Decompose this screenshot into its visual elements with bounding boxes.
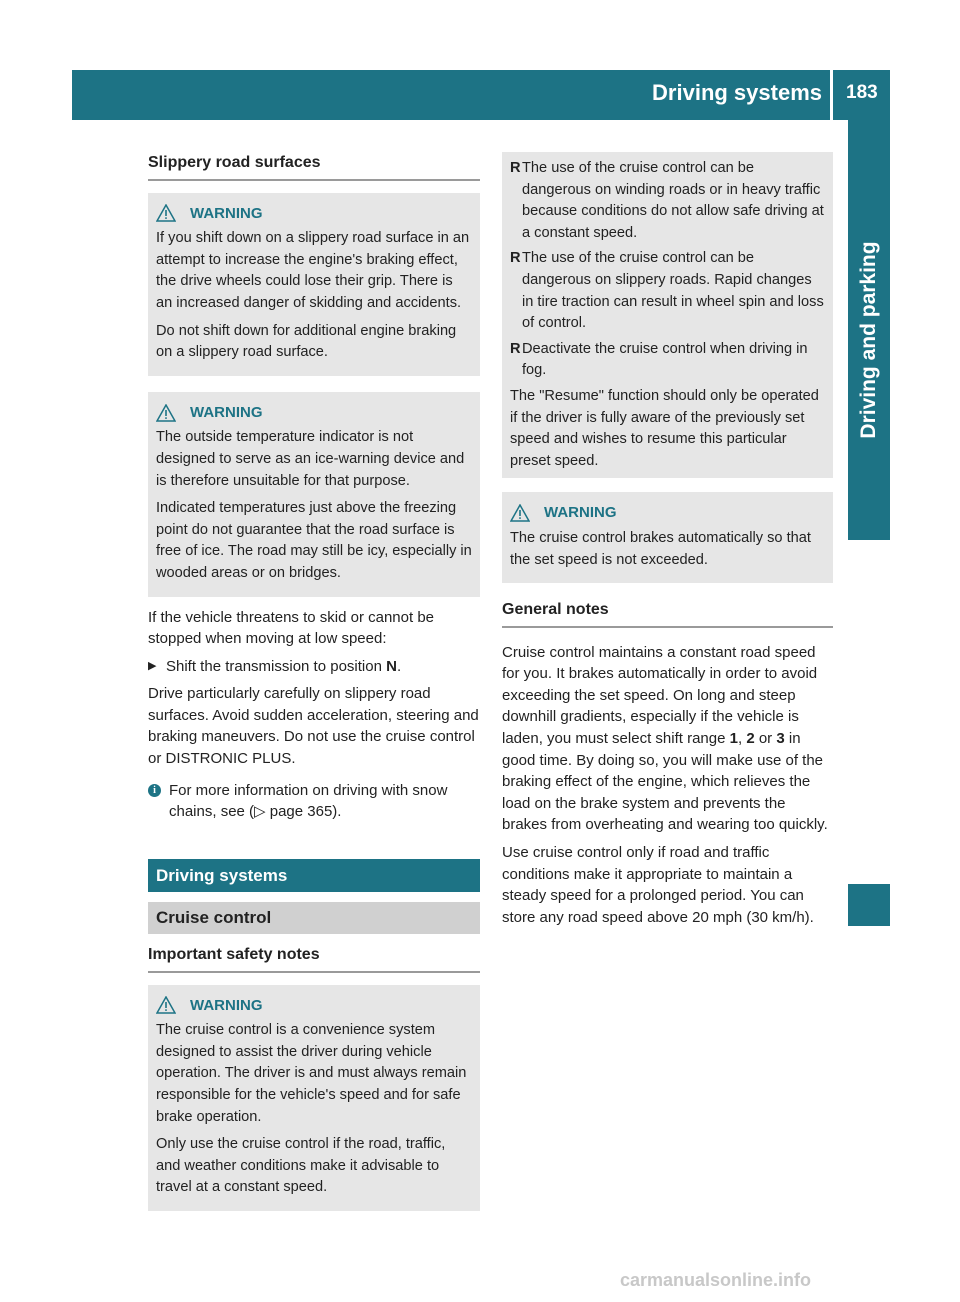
heading-general-notes: General notes — [502, 599, 833, 628]
para-text: in good time. By doing so, you will make use of the braking effect of the engine, which relieves the load on the brake system and prevents the brakes from overheating and wearing too quickly. — [502, 730, 828, 834]
gear-position-key: N — [386, 657, 397, 675]
warning-text: If you shift down on a slippery road surface in an attempt to increase the engine's braking effect, the drive wheels could lose their grip. There is an increased danger of skidding and accidents. — [156, 230, 470, 311]
shift-range-key: 2 — [746, 730, 755, 748]
bullet-text: The use of the cruise control can be dangerous on slippery roads. Rapid changes in tire traction can result in wheel spin and loss of control. — [522, 250, 824, 332]
heading-slippery-road: Slippery road surfaces — [148, 152, 480, 181]
warning-text: Only use the cruise control if the road, traffic, and weather conditions make it advisable to travel at a constant speed. — [156, 1136, 446, 1196]
step-text — [166, 656, 401, 678]
warning-triangle-icon — [156, 996, 176, 1014]
warning-label: WARNING — [190, 996, 263, 1014]
para-text: Cruise control maintains a constant road speed for you. It brakes automatically in order to avoid exceeding the set speed. On long and steep downhill gradients, especially if the vehicle is laden, you must select shift range — [502, 643, 818, 748]
warning-triangle-icon — [156, 204, 176, 222]
warning-triangle-icon — [510, 504, 530, 522]
body-paragraph: Use cruise control only if road and traffic conditions make it appropriate to maintain a steady speed for a prolonged period. You can store any road speed above 20 mph (30 km/h). — [502, 844, 814, 926]
warning-header — [156, 203, 472, 225]
warning-continuation-box — [502, 152, 833, 478]
shift-range-key: 1 — [729, 730, 738, 748]
warning-header — [156, 402, 472, 424]
step-text-prefix: Shift the transmission to position — [166, 657, 387, 675]
warning-box — [148, 392, 480, 597]
warning-text: The cruise control brakes automatically so that the set speed is not exceeded. — [510, 529, 811, 568]
subsection-title-cruise-control: Cruise control — [148, 902, 480, 934]
warning-box — [148, 193, 480, 376]
body-paragraph — [502, 642, 833, 836]
warning-header — [156, 995, 472, 1017]
side-tab-label-wrap — [849, 200, 889, 480]
warning-box — [148, 985, 480, 1211]
para-text: or — [754, 730, 777, 748]
step-arrow-icon: ▶ — [148, 659, 157, 672]
warning-label: WARNING — [544, 504, 617, 522]
warning-label: WARNING — [190, 403, 263, 421]
warning-text: The outside temperature indicator is not designed to serve as an ice-warning device and is therefore unsuitable for that purpose. — [156, 429, 465, 489]
warning-box — [502, 492, 833, 583]
info-icon: i — [148, 784, 161, 797]
warning-text: Indicated temperatures just above the freezing point do not guarantee that the road surface is free of ice. The road may still be icy, especially in wooded areas or on bridges. — [156, 500, 472, 581]
warning-header — [510, 502, 825, 524]
bullet-marker: R — [510, 160, 521, 176]
running-header-title: Driving systems — [652, 80, 822, 105]
left-column — [148, 152, 480, 1211]
bullet-item — [510, 339, 827, 382]
warning-text: Do not shift down for additional engine braking on a slippery road surface. — [156, 322, 457, 361]
para-text: , — [737, 730, 747, 748]
body-paragraph: If the vehicle threatens to skid or cannot be stopped when moving at low speed: — [148, 608, 435, 648]
right-column — [502, 152, 833, 928]
warning-triangle-icon — [156, 404, 176, 422]
watermark: carmanualsonline.info — [620, 1270, 812, 1290]
side-tab-label: Driving and parking — [857, 241, 880, 439]
instruction-step — [148, 656, 480, 678]
page-number: 183 — [846, 82, 878, 103]
header-divider — [830, 70, 833, 120]
warning-label: WARNING — [190, 204, 263, 222]
side-tab-square — [848, 884, 890, 926]
warning-text: The cruise control is a convenience system designed to assist the driver during vehicle operation. The driver is and must always remain responsible for the vehicle's speed and for safe brake operation. — [156, 1022, 467, 1125]
body-paragraph: Drive particularly carefully on slippery road surfaces. Avoid sudden acceleration, steering and braking maneuvers. Do not use the cruise control or DISTRONIC PLUS. — [148, 685, 479, 768]
bullet-item — [510, 248, 827, 334]
resume-note: The "Resume" function should only be operated if the driver is fully aware of the previously set speed and wishes to resume this particular preset speed. — [510, 387, 819, 469]
step-text-suffix: . — [396, 657, 402, 675]
info-note — [148, 780, 480, 823]
bullet-text: Deactivate the cruise control when driving in fog. — [522, 340, 808, 379]
info-text: For more information on driving with snow chains, see (▷ page 365). — [169, 781, 448, 821]
section-title-driving-systems: Driving systems — [148, 859, 480, 893]
bullet-marker: R — [510, 340, 521, 357]
bullet-marker: R — [510, 250, 521, 267]
bullet-item — [510, 158, 827, 244]
shift-range-key: 3 — [776, 730, 785, 748]
bullet-text: The use of the cruise control can be dangerous on winding roads or in heavy traffic because conditions do not allow safe driving at a constant speed. — [522, 160, 824, 241]
heading-important-safety-notes: Important safety notes — [148, 944, 480, 973]
